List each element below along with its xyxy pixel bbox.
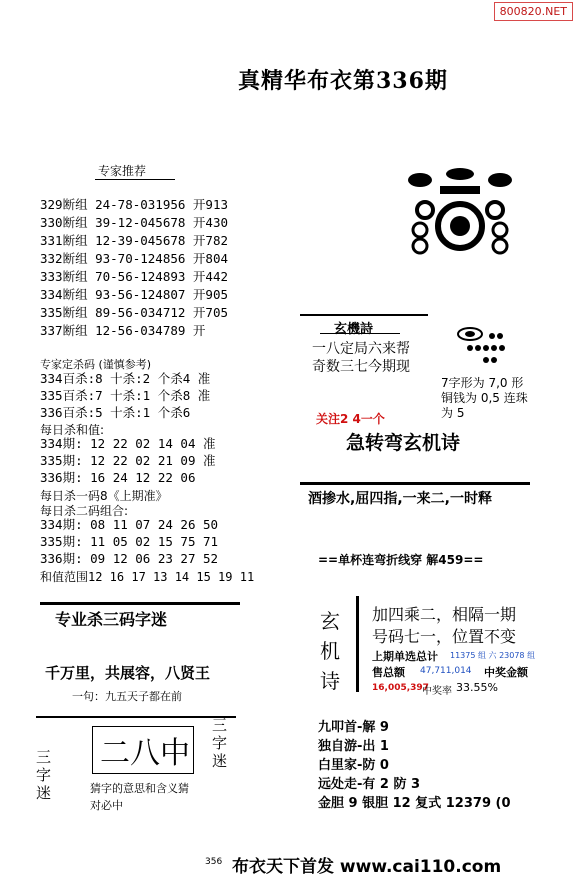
daily-two-row: 335期: 11 05 02 15 75 71 bbox=[40, 534, 219, 549]
site-watermark: 800820.NET bbox=[494, 2, 573, 21]
focus-label: 关注2 4一个 bbox=[316, 412, 385, 426]
sales-label: 售总额 bbox=[372, 666, 405, 679]
xuanji-char: 机 bbox=[320, 639, 340, 663]
single-line: ==单杯连弯折线穿 解459== bbox=[318, 553, 484, 567]
xuanji-char: 玄 bbox=[320, 609, 340, 633]
tip-item: 白里家-防 0 bbox=[318, 758, 389, 773]
xuanji-line1: 加四乘二，相隔一期 bbox=[372, 605, 517, 624]
drink-top-rule bbox=[300, 482, 530, 485]
kill-list bbox=[40, 370, 210, 421]
kill-header: 专家定杀码 (谨慎参考) bbox=[40, 358, 152, 371]
rate-label: 中奖率 bbox=[422, 686, 452, 697]
daily-two-row: 334期: 08 11 07 24 26 50 bbox=[40, 517, 219, 532]
three-char-main: 二八中 bbox=[100, 736, 190, 771]
shape-line: 为 5 bbox=[441, 406, 465, 420]
expert-row: 332断组 93-70-124856 开804 bbox=[40, 251, 229, 266]
riddle-sub: 一句：九五天子都在前 bbox=[72, 690, 182, 703]
expert-header-underline bbox=[95, 179, 175, 180]
page-title: 真精华布衣第336期 bbox=[238, 68, 448, 94]
shape-line: 7字形为 7,0 形 bbox=[441, 376, 524, 390]
drink-line: 酒掺水,屈四指,一来二,一时释 bbox=[308, 491, 492, 507]
beads-icon bbox=[452, 326, 522, 372]
xuanji-divider bbox=[356, 596, 359, 692]
footer-text: 布衣天下首发 www.cai110.com bbox=[232, 857, 502, 877]
footer-mark: 356 bbox=[205, 857, 223, 867]
poem-title: 玄機詩 bbox=[334, 322, 374, 337]
summary-label: 上期单选总计 bbox=[372, 650, 438, 663]
poem-top-rule bbox=[300, 314, 428, 316]
daily-sum-row: 334期: 12 22 02 14 04 准 bbox=[40, 436, 216, 451]
daily-sum-row: 335期: 12 22 02 21 09 准 bbox=[40, 453, 216, 468]
focus-headline: 急转弯玄机诗 bbox=[346, 432, 461, 454]
rate-value: 33.55% bbox=[456, 681, 498, 694]
expert-row: 333断组 70-56-124893 开442 bbox=[40, 269, 229, 284]
summary-value: 11375 组 六 23078 组 bbox=[450, 651, 536, 660]
xuanji-line2: 号码七一，位置不变 bbox=[372, 627, 517, 646]
daily-two-header: 每日杀二码组合: bbox=[40, 504, 129, 518]
expert-row: 330断组 39-12-045678 开430 bbox=[40, 215, 229, 230]
shape-line: 铜钱为 0,5 连珠 bbox=[441, 391, 528, 405]
tip-item: 独自游-出 1 bbox=[318, 739, 389, 754]
tips-list bbox=[318, 718, 511, 813]
three-char-top-rule bbox=[36, 716, 236, 718]
three-char-right-label: 三字迷 bbox=[212, 716, 228, 770]
kill-row: 335百杀:7 十杀:1 个杀8 准 bbox=[40, 388, 211, 403]
tip-item: 远处走-有 2 防 3 bbox=[318, 777, 421, 792]
daily-sum-list bbox=[40, 435, 216, 486]
tip-item: 九叩首-解 9 bbox=[318, 720, 389, 735]
expert-list bbox=[40, 196, 228, 340]
tip-item: 金胆 9 银胆 12 复式 12379 (0 bbox=[318, 796, 511, 811]
riddle-line: 千万里，共展容，八贤王 bbox=[45, 664, 211, 682]
kill-row: 334百杀:8 十杀:2 个杀4 准 bbox=[40, 371, 211, 386]
three-char-left-label: 三字迷 bbox=[36, 748, 52, 802]
expert-row: 335断组 89-56-034712 开705 bbox=[40, 305, 229, 320]
prize-label: 中奖金额 bbox=[484, 666, 528, 679]
coins-ornament-icon bbox=[400, 164, 530, 274]
poem-title-rule bbox=[320, 333, 400, 334]
prize-value: 16,005,397 bbox=[372, 683, 429, 693]
three-char-note: 猜字的意思和含义猜 bbox=[90, 782, 189, 795]
poem-line2: 奇数三七今期现 bbox=[312, 359, 410, 375]
daily-two-list bbox=[40, 516, 218, 567]
kill-row: 336百杀:5 十杀:1 个杀6 bbox=[40, 405, 191, 420]
shape-note bbox=[441, 376, 528, 421]
expert-row: 329断组 24-78-031956 开913 bbox=[40, 197, 229, 212]
expert-header: 专家推荐 bbox=[98, 164, 147, 178]
expert-row: 331断组 12-39-045678 开782 bbox=[40, 233, 229, 248]
sales-value: 47,711,014 bbox=[420, 666, 472, 676]
sum-tail: 和值范围12 16 17 13 14 15 19 11 bbox=[40, 570, 255, 584]
daily-sum-row: 336期: 16 24 12 22 06 bbox=[40, 470, 196, 485]
expert-row: 337断组 12-56-034789 开 bbox=[40, 323, 206, 338]
daily-one: 每日杀一码8《上期准》 bbox=[40, 489, 168, 503]
daily-sum-header: 每日杀和值: bbox=[40, 423, 105, 437]
xuanji-vertical bbox=[320, 606, 344, 696]
poem-line1: 一八定局六来帮 bbox=[312, 341, 410, 357]
three-char-note2: 对必中 bbox=[90, 799, 123, 812]
xuanji-char: 诗 bbox=[320, 669, 340, 693]
riddle-title: 专业杀三码字迷 bbox=[55, 610, 168, 629]
daily-two-row: 336期: 09 12 06 23 27 52 bbox=[40, 551, 219, 566]
expert-row: 334断组 93-56-124807 开905 bbox=[40, 287, 229, 302]
